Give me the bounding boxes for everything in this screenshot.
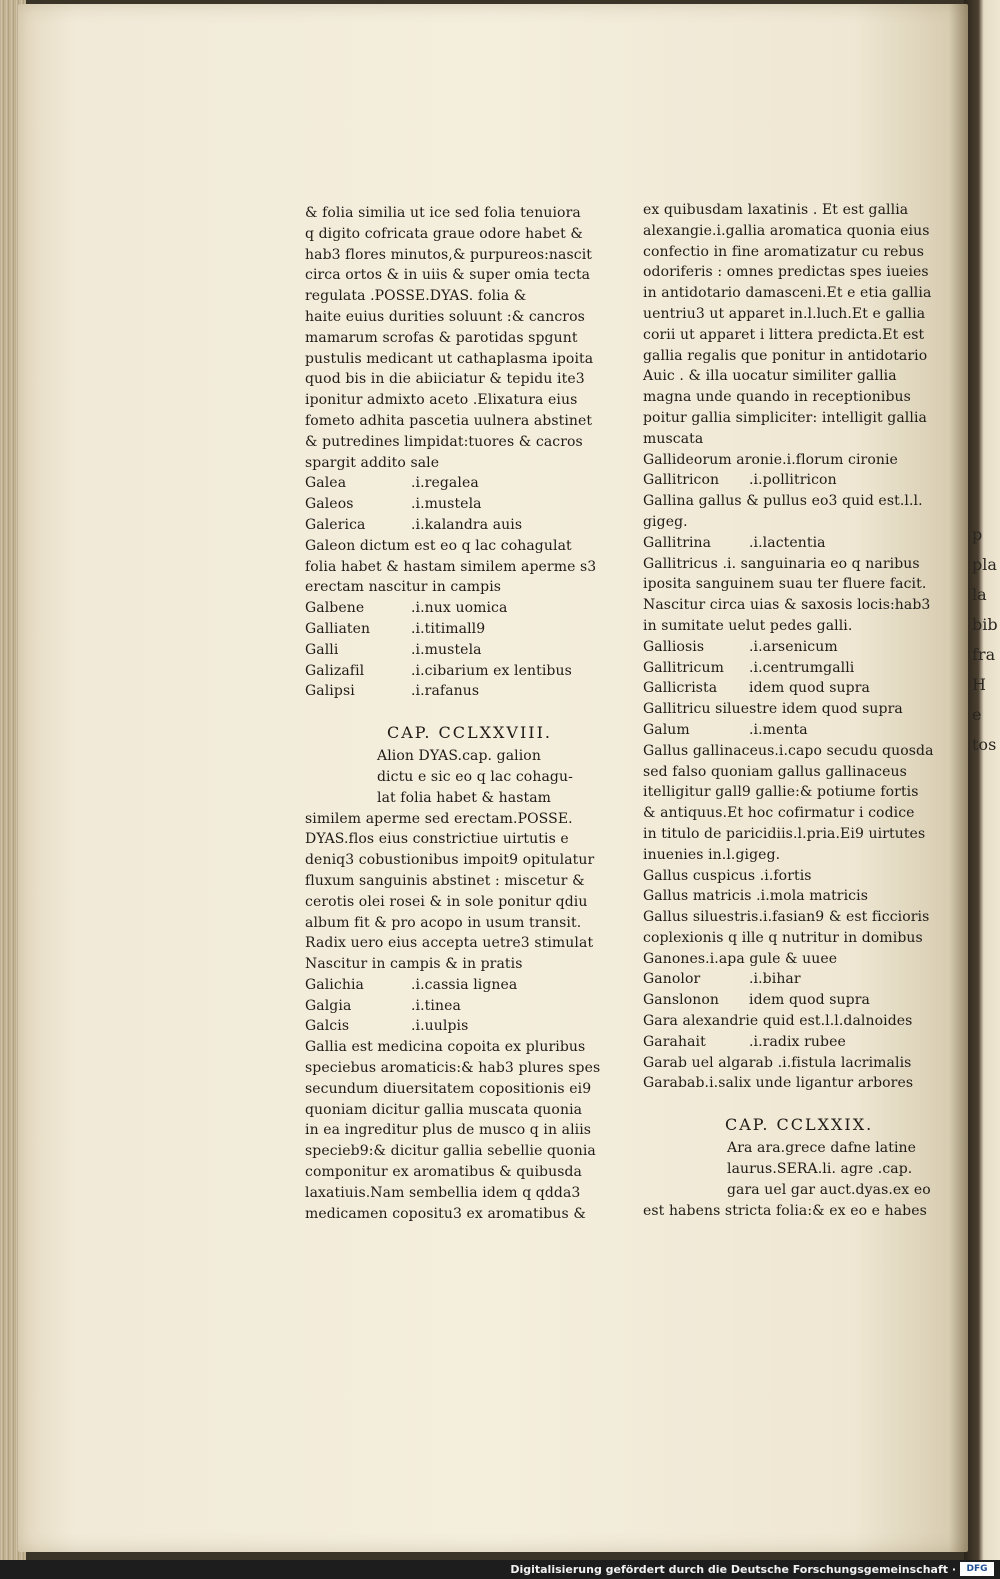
text-line: speciebus aromaticis:& hab3 plures spes (305, 1060, 601, 1077)
text-line: confectio in fine aromatizatur cu rebus (643, 243, 924, 260)
text-line: Gallitricu siluestre idem quod supra (643, 701, 903, 718)
entry-definition: .i.arsenicum (749, 638, 838, 655)
glossary-entry (305, 598, 573, 619)
text-line: Garab uel algarab .i.fistula lacrimalis (643, 1054, 912, 1071)
text-line: spargit addito sale (305, 454, 440, 471)
text-line: Nascitur in campis & in pratis (305, 956, 523, 973)
text-line: deniq3 cobustionibus impoit9 opitulatur (305, 852, 595, 869)
text-line: quod bis in die abiiciatur & tepidu ite3 (305, 371, 585, 388)
glossary-entry (643, 637, 908, 658)
text-line: gara uel gar auct.dyas.ex eo (727, 1181, 931, 1198)
entry-term: Galliosis (643, 638, 705, 655)
text-line: Ganones.i.apa gule & uuee (643, 950, 838, 967)
text-line: & putredines limpidat:tuores & cacros (305, 433, 583, 450)
entry-definition: .i.cibarium ex lentibus (411, 662, 572, 679)
text-line: hab3 flores minutos,& purpureos:nascit (305, 246, 593, 263)
entry-definition: .i.rafanus (411, 683, 480, 700)
chapter-heading: CAP. CCLXXVIII. (387, 723, 552, 743)
glossary-entry (643, 470, 908, 491)
text-line: iposita sanguinem suau ter fluere facit. (643, 576, 927, 593)
glossary-entry (305, 494, 573, 515)
glossary-entry (643, 678, 908, 699)
text-line: Gallideorum aronie.i.florum cironie (643, 451, 898, 468)
right-text-column (643, 200, 934, 1221)
text-line: magna unde quando in receptionibus (643, 389, 911, 406)
entry-term: Galli (305, 641, 339, 658)
text-line: in antidotario damasceni.Et e etia gallia (643, 285, 932, 302)
text-line: & folia similia ut ice sed folia tenuiora (305, 205, 581, 221)
text-line: Ara ara.grece dafne latine (727, 1140, 917, 1157)
entry-definition: .i.uulpis (411, 1018, 469, 1035)
text-line: in ea ingreditur plus de musco q in aliis (305, 1122, 592, 1139)
entry-term: Galliaten (305, 620, 371, 637)
glossary-entry (305, 681, 573, 702)
text-line: Gallus cuspicus .i.fortis (643, 867, 812, 884)
entry-term: Gallitricum (643, 659, 724, 676)
entry-term: Galeos (305, 496, 354, 513)
glossary-entry (305, 619, 573, 640)
text-line: sed falso quoniam gallus gallinaceus (643, 763, 907, 780)
text-line: poitur gallia simpliciter: intelligit gallia (643, 409, 927, 426)
text-line: in sumitate uelut pedes galli. (643, 617, 853, 634)
glossary-entry (305, 996, 573, 1017)
text-line: laurus.SERA.li. agre .cap. (727, 1161, 913, 1178)
glossary-entry (305, 975, 573, 996)
entry-term: Garahait (643, 1033, 706, 1050)
entry-definition: .i.kalandra auis (411, 516, 523, 533)
entry-definition: .i.bihar (749, 971, 801, 988)
text-line: Gallia est medicina copoita ex pluribus (305, 1039, 586, 1056)
text-line: quoniam dicitur gallia muscata quonia (305, 1101, 583, 1118)
next-page-fragment-line: fra (972, 645, 996, 664)
entry-definition: .i.pollitricon (749, 472, 837, 489)
text-line: album fit & pro acopo in usum transit. (305, 914, 582, 931)
glossary-entry (643, 533, 908, 554)
glossary-entry (305, 515, 573, 536)
glossary-entry (643, 1032, 908, 1053)
text-line: gallia regalis que ponitur in antidotario (643, 347, 928, 364)
glossary-entry (305, 640, 573, 661)
text-line: coplexionis q ille q nutritur in domibus (643, 929, 923, 946)
text-line: inuenies in.l.gigeg. (643, 846, 781, 863)
text-line: Gallus gallinaceus.i.capo secudu quosda (643, 742, 934, 759)
left-text-column (305, 203, 601, 1224)
next-page-fragment-line: pla (972, 555, 997, 574)
next-page-fragment-line: bib (972, 615, 998, 634)
glossary-entry (305, 473, 573, 494)
entry-term: Ganolor (643, 971, 701, 988)
text-line: mamarum scrofas & parotidas spgunt (305, 329, 578, 346)
entry-term: Galbene (305, 600, 365, 617)
entry-term: Galerica (305, 516, 366, 533)
entry-definition: .i.titimall9 (411, 620, 486, 637)
entry-definition: .i.centrumgalli (749, 659, 855, 676)
text-line: uentriu3 ut apparet in.l.luch.Et e gallia (643, 305, 926, 322)
text-line: secundum diuersitatem copositionis ei9 (305, 1080, 592, 1097)
text-line: Auic . & illa uocatur similiter gallia (643, 368, 897, 385)
entry-definition: .i.tinea (411, 997, 461, 1014)
next-page-fragment (972, 520, 1000, 1120)
text-line: in titulo de paricidiis.l.pria.Ei9 uirtutes (643, 825, 926, 842)
text-line: est habens stricta folia:& ex eo e habes (643, 1202, 927, 1219)
text-line: fluxum sanguinis abstinet : miscetur & (305, 872, 585, 889)
text-line: medicamen copositu3 ex aromatibus & (305, 1205, 586, 1222)
dfg-logo: DFG (960, 1562, 994, 1576)
entry-term: Ganslonon (643, 992, 719, 1009)
text-line: Garabab.i.salix unde ligantur arbores (643, 1075, 914, 1092)
text-line: & antiquus.Et hoc cofirmatur i codice (643, 805, 915, 822)
text-line: itelligitur gall9 gallie:& potiume fortis (643, 784, 919, 801)
paragraph-gap (305, 702, 573, 720)
text-line: DYAS.flos eius constrictiue uirtutis e (305, 831, 569, 848)
text-line: haite euius durities soluunt :& cancros (305, 308, 585, 325)
text-line: q digito cofricata graue odore habet & (305, 225, 583, 242)
entry-term: Galipsi (305, 683, 355, 700)
next-page-fragment-line: tos (972, 735, 997, 754)
text-line: Alion DYAS.cap. galion (377, 748, 541, 765)
next-page-fragment-line: e (972, 705, 982, 724)
entry-definition: .i.mustela (411, 641, 482, 658)
entry-definition: .i.menta (749, 721, 808, 738)
entry-definition: .i.cassia lignea (411, 976, 518, 993)
entry-term: Galgia (305, 997, 352, 1014)
text-line: similem aperme sed erectam.POSSE. (305, 810, 573, 827)
text-line: Nascitur circa uias & saxosis locis:hab3 (643, 597, 931, 614)
text-line: folia habet & hastam similem aperme s3 (305, 558, 597, 575)
text-line: laxatiuis.Nam sembellia idem q qdda3 (305, 1184, 581, 1201)
chapter-heading: CAP. CCLXXIX. (725, 1115, 874, 1135)
text-line: fometo adhita pascetia uulnera abstinet (305, 412, 593, 429)
text-line: iponitur admixto aceto .Elixatura eius (305, 392, 578, 409)
glossary-entry (643, 969, 908, 990)
text-line: pustulis medicant ut cathaplasma ipoita (305, 350, 594, 367)
entry-definition: idem quod supra (749, 992, 870, 1009)
entry-term: Gallitricon (643, 472, 720, 489)
entry-definition: idem quod supra (749, 680, 870, 697)
entry-term: Galcis (305, 1018, 350, 1035)
text-line: componitur ex aromatibus & quibusda (305, 1164, 582, 1181)
text-line: corii ut apparet i littera predicta.Et est (643, 326, 925, 343)
entry-term: Galichia (305, 976, 364, 993)
glossary-entry (643, 720, 908, 741)
entry-definition: .i.nux uomica (411, 600, 508, 617)
text-line: lat folia habet & hastam (377, 789, 552, 806)
text-line: erectam nascitur in campis (305, 579, 502, 596)
text-line: Gallitricus .i. sanguinaria eo q naribus (643, 555, 920, 572)
entry-term: Galea (305, 475, 347, 492)
entry-definition: .i.mustela (411, 496, 482, 513)
paragraph-gap (643, 1094, 908, 1112)
entry-term: Gallitrina (643, 534, 712, 551)
glossary-entry (643, 990, 908, 1011)
text-line: regulata .POSSE.DYAS. folia & (305, 288, 527, 305)
entry-term: Galizafil (305, 662, 365, 679)
entry-definition: .i.regalea (411, 475, 479, 492)
glossary-entry (305, 1016, 573, 1037)
text-line: Gallus matricis .i.mola matricis (643, 888, 868, 905)
text-line: Radix uero eius accepta uetre3 stimulat (305, 935, 594, 952)
next-page-fragment-line: la (972, 585, 987, 604)
text-line: gigeg. (643, 513, 688, 530)
entry-term: Gallicrista (643, 680, 718, 697)
text-line: Galeon dictum est eo q lac cohagulat (305, 537, 572, 554)
text-line: Gallina gallus & pullus eo3 quid est.l.l. (643, 493, 923, 510)
next-page-fragment-line: p (972, 525, 983, 544)
entry-definition: .i.radix rubee (749, 1033, 846, 1050)
text-line: odoriferis : omnes predictas spes iueies (643, 264, 929, 281)
text-line: circa ortos & in uiis & super omia tecta (305, 267, 591, 284)
text-line: ex quibusdam laxatinis . Et est gallia (643, 202, 909, 218)
glossary-entry (305, 661, 573, 682)
next-page-fragment-line: H (972, 675, 986, 694)
text-line: dictu e sic eo q lac cohagu- (377, 768, 573, 785)
entry-term: Galum (643, 721, 690, 738)
text-line: muscata (643, 430, 704, 447)
text-line: alexangie.i.gallia aromatica quonia eius (643, 222, 930, 239)
text-line: cerotis olei rosei & in sole ponitur qdiu (305, 893, 588, 910)
entry-definition: .i.lactentia (749, 534, 826, 551)
text-line: Gallus siluestris.i.fasian9 & est ficcioris (643, 909, 930, 926)
text-line: Gara alexandrie quid est.l.l.dalnoides (643, 1013, 913, 1030)
text-line: specieb9:& dicitur gallia sebellie quonia (305, 1143, 596, 1160)
footer-credit-text: Digitalisierung gefördert durch die Deutsche Forschungsgemeinschaft · (510, 1563, 956, 1576)
glossary-entry (643, 658, 908, 679)
